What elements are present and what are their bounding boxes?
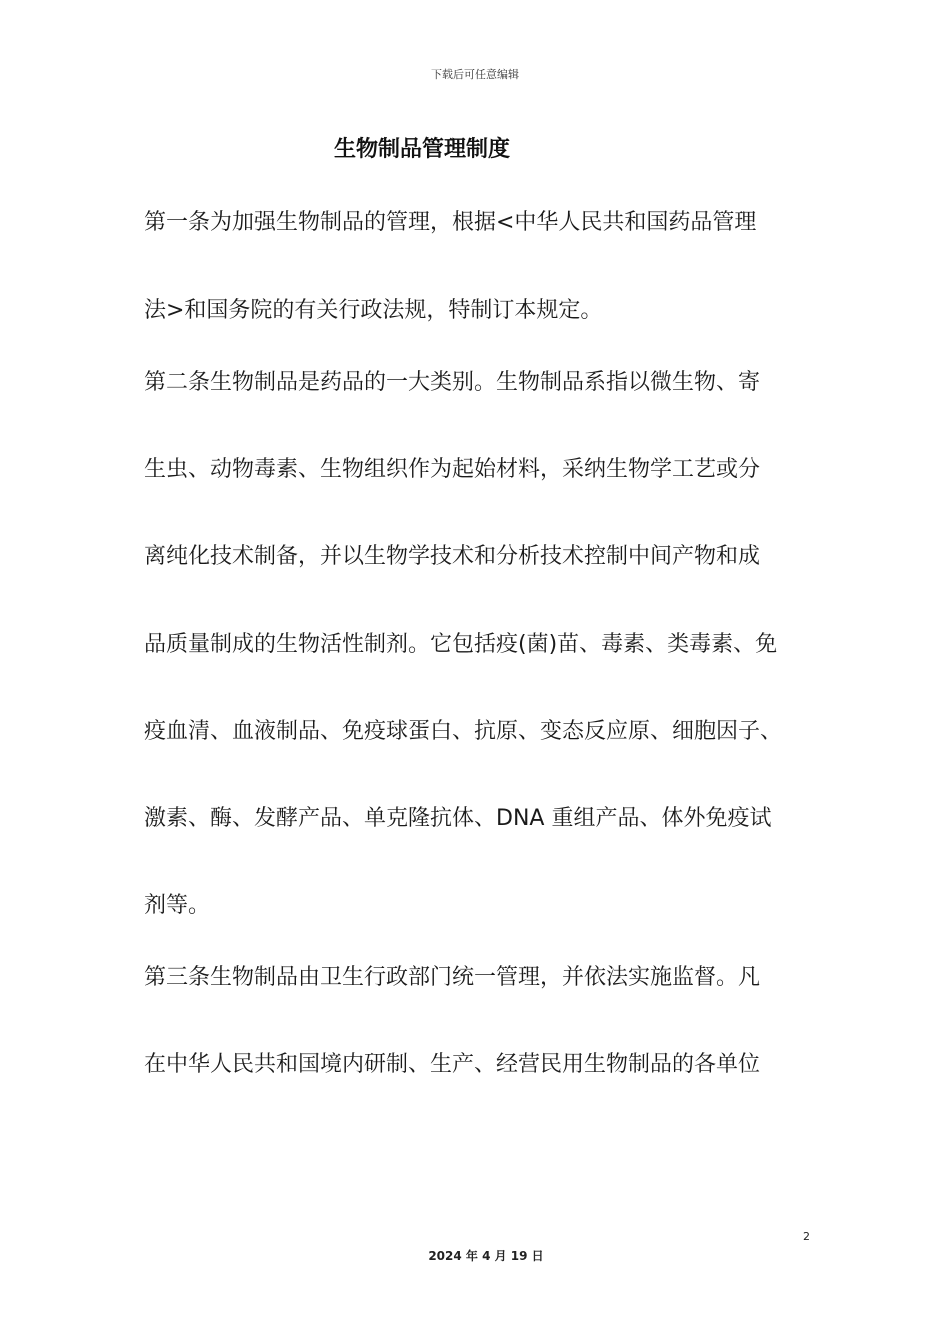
page-number: 2 (803, 1230, 810, 1243)
document-title: 生物制品管理制度 (333, 137, 510, 162)
body-line: 激素、酶、发酵产品、单克隆抗体、DNA 重组产品、体外免疫试 (144, 806, 772, 831)
body-line: 疫血清、血液制品、免疫球蛋白、抗原、变态反应原、细胞因子、 (144, 719, 783, 744)
page-header-note: 下载后可任意编辑 (431, 68, 519, 81)
body-line: 离纯化技术制备，并以生物学技术和分析技术控制中间产物和成 (144, 544, 761, 569)
body-line: 生虫、动物毒素、生物组织作为起始材料，采纳生物学工艺或分 (144, 457, 761, 482)
page-footer-date: 2024 年 4 月 19 日 (428, 1249, 544, 1263)
body-line: 在中华人民共和国境内研制、生产、经营民用生物制品的各单位 (144, 1052, 761, 1077)
body-line: 第二条生物制品是药品的一大类别。生物制品系指以微生物、寄 (144, 370, 761, 395)
body-line: 品质量制成的生物活性制剂。它包括疫(菌)苗、毒素、类毒素、免 (144, 632, 778, 657)
body-line: 法>和国务院的有关行政法规，特制订本规定。 (144, 298, 603, 323)
body-line: 第三条生物制品由卫生行政部门统一管理，并依法实施监督。凡 (144, 965, 761, 990)
body-line: 第一条为加强生物制品的管理，根据<中华人民共和国药品管理 (144, 210, 757, 235)
body-line: 剂等。 (144, 893, 211, 918)
